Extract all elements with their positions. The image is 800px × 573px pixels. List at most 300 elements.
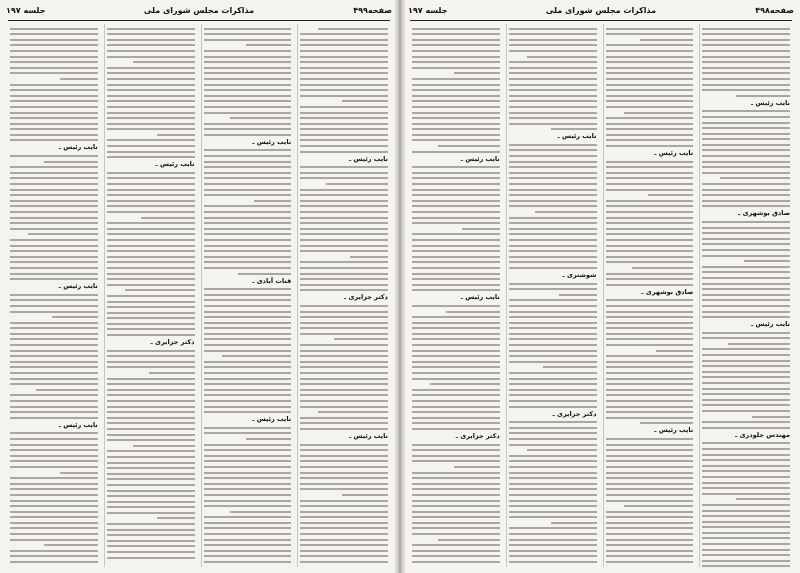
text-line	[509, 438, 597, 440]
text-line	[10, 117, 98, 119]
text-line	[412, 267, 500, 269]
text-line	[107, 355, 195, 357]
text-line	[412, 477, 500, 479]
text-line	[10, 372, 98, 374]
text-line	[10, 494, 98, 496]
text-line	[412, 355, 500, 357]
text-line	[300, 39, 388, 41]
text-line	[412, 56, 500, 58]
text-line	[509, 183, 597, 185]
column	[410, 24, 502, 567]
text-line	[204, 527, 292, 529]
text-line	[624, 112, 694, 114]
speaker-label: نایب رئیس ـ	[349, 431, 388, 440]
text-line	[300, 189, 388, 191]
text-line	[204, 533, 292, 535]
text-line	[606, 256, 694, 258]
text-line	[606, 217, 694, 219]
text-line	[10, 50, 98, 52]
text-line	[509, 333, 597, 335]
text-line	[204, 477, 292, 479]
book-gutter	[394, 0, 406, 573]
text-line	[107, 228, 195, 230]
text-line	[412, 166, 500, 168]
text-line	[412, 39, 500, 41]
text-line	[107, 512, 195, 514]
text-line	[300, 361, 388, 363]
text-line	[350, 256, 388, 258]
text-line	[702, 172, 790, 174]
text-line	[300, 233, 388, 235]
text-line	[509, 394, 597, 396]
text-line	[300, 267, 388, 269]
text-line	[204, 256, 292, 258]
text-line	[412, 389, 500, 391]
text-line	[10, 322, 98, 324]
text-line	[509, 361, 597, 363]
text-line	[606, 161, 694, 163]
text-line	[702, 549, 790, 551]
text-line	[606, 123, 694, 125]
text-line	[702, 565, 790, 567]
text-line	[606, 250, 694, 252]
text-line	[702, 560, 790, 562]
text-line	[606, 449, 694, 451]
text-line	[606, 67, 694, 69]
text-line	[412, 305, 500, 307]
text-line	[204, 561, 292, 563]
text-line	[509, 239, 597, 241]
text-line	[300, 305, 388, 307]
text-line	[10, 128, 98, 130]
text-line	[702, 360, 790, 362]
text-line	[204, 333, 292, 335]
text-line	[10, 217, 98, 219]
text-line	[702, 459, 790, 461]
text-line	[107, 361, 195, 363]
text-line	[10, 189, 98, 191]
text-line	[10, 72, 98, 74]
text-line	[204, 222, 292, 224]
text-line	[204, 338, 292, 340]
text-line	[702, 537, 790, 539]
text-line	[509, 322, 597, 324]
text-line	[606, 78, 694, 80]
text-line	[107, 117, 195, 119]
text-line	[412, 533, 500, 535]
text-line	[10, 273, 98, 275]
text-line	[606, 44, 694, 46]
text-line	[300, 112, 388, 114]
text-line	[412, 400, 500, 402]
text-line	[606, 166, 694, 168]
text-line	[606, 56, 694, 58]
text-line	[318, 28, 388, 30]
text-line	[752, 416, 790, 418]
text-line	[149, 372, 195, 374]
text-line	[412, 522, 500, 524]
speaker-label: نایب رئیس ـ	[252, 137, 292, 146]
text-line	[606, 533, 694, 535]
text-line	[412, 128, 500, 130]
text-line	[412, 372, 500, 374]
text-line	[551, 522, 597, 524]
text-line	[412, 378, 500, 380]
text-line	[204, 322, 292, 324]
text-line	[204, 112, 292, 114]
text-line	[10, 84, 98, 86]
text-line	[107, 128, 195, 130]
text-line	[606, 100, 694, 102]
text-line	[412, 449, 500, 451]
text-line	[606, 344, 694, 346]
text-line	[509, 222, 597, 224]
text-line	[300, 273, 388, 275]
text-line	[300, 455, 388, 457]
text-line	[509, 327, 597, 329]
text-line	[300, 250, 388, 252]
text-line	[412, 472, 500, 474]
text-line	[10, 338, 98, 340]
text-line	[107, 183, 195, 185]
column	[8, 24, 100, 567]
text-line	[204, 516, 292, 518]
text-line	[204, 366, 292, 368]
text-line	[412, 516, 500, 518]
text-line	[509, 427, 597, 429]
text-line	[107, 295, 195, 297]
text-line	[300, 355, 388, 357]
text-line	[509, 483, 597, 485]
text-line	[204, 311, 292, 313]
text-line	[412, 428, 500, 430]
column	[506, 24, 599, 567]
text-line	[412, 233, 500, 235]
text-line	[10, 550, 98, 552]
text-line	[246, 44, 292, 46]
text-columns	[410, 24, 792, 567]
text-line	[10, 211, 98, 213]
text-line	[606, 61, 694, 63]
text-line	[606, 273, 694, 275]
speaker-label: شوشتری ـ	[562, 270, 597, 279]
speaker-label: دکتر جزایری ـ	[344, 293, 388, 302]
text-line	[509, 372, 597, 374]
speaker-label: دکتر جزایری ـ	[552, 409, 597, 418]
text-line	[107, 312, 195, 314]
text-line	[300, 389, 388, 391]
text-line	[702, 166, 790, 168]
text-line	[606, 245, 694, 247]
text-line	[107, 506, 195, 508]
text-line	[412, 112, 500, 114]
text-line	[509, 505, 597, 507]
text-line	[107, 72, 195, 74]
text-line	[702, 283, 790, 285]
text-line	[509, 95, 597, 97]
text-line	[606, 550, 694, 552]
text-line	[300, 527, 388, 529]
text-line	[246, 438, 292, 440]
text-line	[509, 256, 597, 258]
text-line	[648, 194, 694, 196]
text-line	[10, 449, 98, 451]
text-line	[702, 72, 790, 74]
text-line	[300, 488, 388, 490]
text-line	[509, 421, 597, 423]
column	[699, 24, 792, 567]
text-line	[300, 177, 388, 179]
text-line	[204, 361, 292, 363]
text-line	[509, 149, 597, 151]
text-line	[702, 305, 790, 307]
text-line	[509, 338, 597, 340]
text-line	[509, 511, 597, 513]
text-line	[107, 106, 195, 108]
text-line	[527, 56, 597, 58]
text-line	[10, 477, 98, 479]
text-line	[702, 89, 790, 91]
text-line	[702, 421, 790, 423]
text-line	[107, 317, 195, 319]
text-line	[10, 466, 98, 468]
text-line	[412, 211, 500, 213]
text-line	[107, 145, 195, 147]
text-line	[10, 200, 98, 202]
text-line	[10, 366, 98, 368]
text-line	[300, 449, 388, 451]
text-line	[107, 306, 195, 308]
text-line	[606, 561, 694, 563]
text-line	[342, 100, 388, 102]
speaker-label: صادق بوشهری ـ	[641, 287, 694, 296]
text-line	[44, 544, 98, 546]
text-line	[606, 261, 694, 263]
text-line	[702, 39, 790, 41]
text-line	[204, 378, 292, 380]
column	[201, 24, 294, 567]
text-line	[10, 166, 98, 168]
text-line	[300, 472, 388, 474]
text-line	[412, 183, 500, 185]
text-line	[606, 284, 694, 286]
text-line	[509, 44, 597, 46]
text-line	[412, 106, 500, 108]
text-line	[204, 123, 292, 125]
text-line	[606, 189, 694, 191]
text-line	[509, 117, 597, 119]
text-line	[702, 371, 790, 373]
text-line	[204, 472, 292, 474]
text-line	[412, 78, 500, 80]
text-line	[412, 205, 500, 207]
text-line	[300, 460, 388, 462]
text-line	[509, 267, 597, 269]
text-line	[412, 289, 500, 291]
text-line	[509, 144, 597, 146]
text-line	[412, 95, 500, 97]
text-line	[230, 511, 292, 513]
text-line	[606, 394, 694, 396]
text-line	[702, 510, 790, 512]
text-line	[107, 301, 195, 303]
header-rule	[8, 20, 390, 21]
text-line	[300, 466, 388, 468]
text-line	[509, 460, 597, 462]
text-line	[606, 228, 694, 230]
text-line	[509, 400, 597, 402]
text-line	[204, 228, 292, 230]
text-line	[606, 460, 694, 462]
text-line	[204, 299, 292, 301]
text-line	[10, 194, 98, 196]
text-line	[509, 444, 597, 446]
text-line	[10, 561, 98, 563]
text-line	[300, 245, 388, 247]
text-line	[157, 517, 195, 519]
text-line	[632, 267, 694, 269]
text-line	[438, 539, 500, 541]
text-line	[412, 273, 500, 275]
text-line	[10, 205, 98, 207]
text-line	[509, 288, 597, 290]
text-line	[107, 245, 195, 247]
text-line	[204, 100, 292, 102]
text-line	[606, 139, 694, 141]
text-line	[702, 205, 790, 207]
text-line	[412, 67, 500, 69]
session-number: جلسه ۱۹۷	[6, 6, 46, 15]
text-line	[702, 200, 790, 202]
text-line	[509, 106, 597, 108]
text-line	[509, 432, 597, 434]
text-line	[509, 89, 597, 91]
text-line	[60, 78, 98, 80]
text-line	[509, 477, 597, 479]
text-line	[702, 271, 790, 273]
text-line	[702, 470, 790, 472]
text-line	[107, 100, 195, 102]
text-line	[10, 28, 98, 30]
text-line	[702, 316, 790, 318]
speaker-label: صادق بوشهری ـ	[738, 209, 790, 218]
text-line	[702, 442, 790, 444]
text-line	[10, 222, 98, 224]
text-line	[133, 61, 195, 63]
text-line	[702, 388, 790, 390]
text-line	[606, 527, 694, 529]
text-line	[509, 350, 597, 352]
text-line	[702, 28, 790, 30]
text-line	[107, 222, 195, 224]
text-line	[702, 332, 790, 334]
text-line	[204, 488, 292, 490]
text-line	[606, 488, 694, 490]
text-line	[702, 221, 790, 223]
text-line	[52, 316, 98, 318]
text-line	[509, 378, 597, 380]
text-line	[702, 61, 790, 63]
text-line	[204, 466, 292, 468]
text-line	[204, 316, 292, 318]
text-line	[606, 299, 694, 301]
text-line	[10, 305, 98, 307]
text-line	[300, 483, 388, 485]
text-line	[606, 477, 694, 479]
text-line	[606, 33, 694, 35]
text-line	[412, 189, 500, 191]
text-line	[10, 417, 98, 419]
text-line	[10, 483, 98, 485]
text-line	[412, 338, 500, 340]
text-line	[606, 539, 694, 541]
text-line	[606, 400, 694, 402]
text-line	[10, 261, 98, 263]
text-line	[606, 177, 694, 179]
text-line	[10, 455, 98, 457]
text-line	[10, 155, 98, 157]
text-line	[606, 89, 694, 91]
page-title: مذاکرات مجلس شورای ملی	[143, 6, 255, 15]
text-line	[412, 555, 500, 557]
text-line	[107, 473, 195, 475]
text-line	[300, 350, 388, 352]
text-line	[107, 411, 195, 413]
text-line	[300, 383, 388, 385]
text-line	[412, 422, 500, 424]
text-line	[107, 422, 195, 424]
text-line	[133, 445, 195, 447]
text-line	[509, 205, 597, 207]
text-line	[509, 389, 597, 391]
text-line	[107, 557, 195, 559]
text-line	[509, 78, 597, 80]
text-line	[606, 28, 694, 30]
text-line	[702, 155, 790, 157]
text-line	[10, 311, 98, 313]
text-line	[412, 217, 500, 219]
text-line	[412, 239, 500, 241]
text-line	[107, 95, 195, 97]
text-line	[107, 406, 195, 408]
text-line	[300, 128, 388, 130]
text-line	[509, 283, 597, 285]
text-line	[606, 466, 694, 468]
text-line	[509, 261, 597, 263]
text-line	[300, 344, 388, 346]
text-line	[702, 133, 790, 135]
text-line	[509, 172, 597, 174]
text-line	[412, 350, 500, 352]
text-line	[509, 189, 597, 191]
text-line	[204, 67, 292, 69]
text-line	[300, 151, 388, 153]
text-line	[509, 112, 597, 114]
text-line	[412, 316, 500, 318]
text-line	[412, 327, 500, 329]
text-line	[606, 511, 694, 513]
text-line	[300, 117, 388, 119]
text-line	[204, 183, 292, 185]
text-line	[509, 527, 597, 529]
text-line	[107, 84, 195, 86]
text-line	[10, 267, 98, 269]
text-line	[509, 472, 597, 474]
text-line	[702, 554, 790, 556]
text-line	[10, 89, 98, 91]
speaker-label: قنات آبادی ـ	[252, 276, 292, 285]
text-line	[318, 411, 388, 413]
